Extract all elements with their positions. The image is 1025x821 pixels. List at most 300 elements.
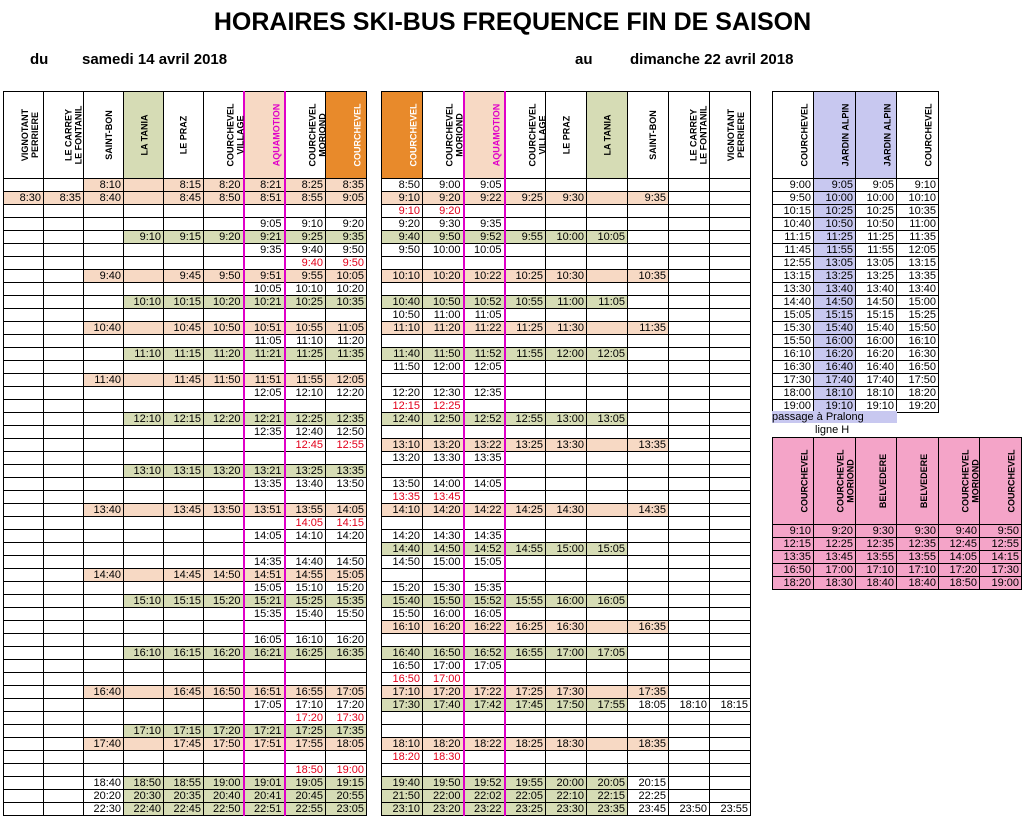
table-row — [382, 803, 751, 816]
end-date: dimanche 22 avril 2018 — [630, 51, 794, 68]
time-cell — [546, 556, 587, 569]
time-cell: 18:40 — [84, 777, 124, 790]
time-cell — [628, 244, 669, 257]
time-cell — [244, 452, 285, 465]
time-cell — [587, 205, 628, 218]
time-cell — [4, 712, 44, 725]
table-row — [773, 244, 939, 257]
time-cell — [628, 426, 669, 439]
time-cell: 15:52 — [464, 595, 505, 608]
time-cell: 18:50 — [124, 777, 164, 790]
time-cell — [587, 465, 628, 478]
column-header-label: SAINT-BON — [647, 110, 658, 160]
table-row — [382, 582, 751, 595]
time-cell — [628, 530, 669, 543]
time-cell: 11:20 — [423, 322, 464, 335]
time-cell — [44, 465, 84, 478]
table-row — [382, 400, 751, 413]
time-cell — [423, 725, 464, 738]
time-cell — [164, 491, 204, 504]
time-cell: 20:45 — [285, 790, 326, 803]
time-cell — [710, 296, 751, 309]
time-cell — [124, 621, 164, 634]
time-cell — [669, 673, 710, 686]
time-cell — [587, 192, 628, 205]
table-row — [382, 439, 751, 452]
table-row — [382, 790, 751, 803]
time-cell: 12:45 — [939, 538, 980, 551]
time-cell — [464, 257, 505, 270]
time-cell: 9:20 — [423, 192, 464, 205]
column-header-label: VIGNOTANT PERRIERE — [726, 108, 747, 162]
time-cell: 14:00 — [423, 478, 464, 491]
time-cell: 16:50 — [773, 564, 814, 577]
table-row — [4, 517, 367, 530]
time-cell: 21:50 — [382, 790, 423, 803]
time-cell — [84, 725, 124, 738]
time-cell: 12:35 — [856, 538, 897, 551]
time-cell: 10:50 — [382, 309, 423, 322]
note-passage: passage à Pralong — [772, 411, 897, 423]
time-cell — [4, 413, 44, 426]
time-cell — [124, 530, 164, 543]
table-row — [382, 179, 751, 192]
time-cell: 16:50 — [382, 660, 423, 673]
column-header — [814, 92, 856, 179]
table-row — [4, 660, 367, 673]
time-cell: 12:05 — [244, 387, 285, 400]
time-cell: 18:50 — [939, 577, 980, 590]
time-cell — [124, 686, 164, 699]
table-row — [4, 218, 367, 231]
time-cell — [44, 374, 84, 387]
time-cell — [587, 179, 628, 192]
time-cell — [628, 205, 669, 218]
time-cell: 16:51 — [244, 686, 285, 699]
time-cell: 18:05 — [326, 738, 367, 751]
column-header-label: COURCHEVEL — [799, 103, 810, 167]
time-cell: 12:55 — [773, 257, 814, 270]
time-cell — [4, 348, 44, 361]
time-cell: 14:55 — [285, 569, 326, 582]
time-cell: 13:15 — [164, 465, 204, 478]
time-cell — [244, 257, 285, 270]
time-cell: 16:10 — [897, 335, 939, 348]
time-cell — [244, 439, 285, 452]
time-cell — [382, 257, 423, 270]
time-cell — [124, 712, 164, 725]
time-cell: 8:40 — [84, 192, 124, 205]
time-cell — [4, 491, 44, 504]
time-cell — [4, 569, 44, 582]
time-cell — [546, 244, 587, 257]
time-cell — [44, 296, 84, 309]
time-cell: 15:20 — [204, 595, 244, 608]
time-cell — [628, 673, 669, 686]
table-row — [4, 699, 367, 712]
time-cell — [326, 309, 367, 322]
table-row — [4, 569, 367, 582]
time-cell — [546, 751, 587, 764]
time-cell: 11:10 — [124, 348, 164, 361]
time-cell: 15:40 — [382, 595, 423, 608]
time-cell — [546, 673, 587, 686]
time-cell — [285, 361, 326, 374]
time-cell — [4, 699, 44, 712]
time-cell — [505, 374, 546, 387]
time-cell: 18:30 — [546, 738, 587, 751]
time-cell: 19:40 — [382, 777, 423, 790]
time-cell — [382, 569, 423, 582]
time-cell — [244, 764, 285, 777]
time-cell — [587, 244, 628, 257]
column-header — [244, 92, 285, 179]
time-cell — [44, 543, 84, 556]
time-cell: 11:50 — [204, 374, 244, 387]
time-cell — [669, 413, 710, 426]
time-cell: 13:10 — [124, 465, 164, 478]
time-cell — [669, 179, 710, 192]
time-cell: 9:50 — [423, 231, 464, 244]
time-cell: 22:40 — [124, 803, 164, 816]
table-row — [382, 296, 751, 309]
time-cell: 11:25 — [505, 322, 546, 335]
time-cell — [164, 712, 204, 725]
time-cell: 15:50 — [423, 595, 464, 608]
time-cell — [124, 491, 164, 504]
time-cell: 19:20 — [897, 400, 939, 413]
time-cell: 13:20 — [382, 452, 423, 465]
time-cell: 18:25 — [505, 738, 546, 751]
time-cell: 19:00 — [204, 777, 244, 790]
table-row — [4, 582, 367, 595]
time-cell: 17:55 — [285, 738, 326, 751]
time-cell — [204, 452, 244, 465]
time-cell — [382, 335, 423, 348]
time-cell — [423, 257, 464, 270]
column-header — [856, 438, 897, 525]
column-header — [587, 92, 628, 179]
time-cell: 12:35 — [244, 426, 285, 439]
table-row — [382, 491, 751, 504]
time-cell — [505, 764, 546, 777]
time-cell — [124, 543, 164, 556]
time-cell — [44, 608, 84, 621]
time-cell — [587, 270, 628, 283]
time-cell — [628, 582, 669, 595]
time-cell — [669, 790, 710, 803]
time-cell: 18:05 — [628, 699, 669, 712]
column-header — [814, 438, 856, 525]
time-cell: 11:35 — [326, 348, 367, 361]
time-cell: 13:35 — [897, 270, 939, 283]
column-header-label: SAINT-BON — [103, 110, 114, 160]
time-cell — [710, 348, 751, 361]
time-cell — [464, 491, 505, 504]
time-cell — [464, 283, 505, 296]
time-cell: 14:40 — [382, 543, 423, 556]
time-cell — [423, 517, 464, 530]
time-cell — [587, 725, 628, 738]
time-cell — [244, 543, 285, 556]
time-cell — [669, 309, 710, 322]
time-cell — [669, 205, 710, 218]
column-header-label: LE PRAZ — [178, 115, 189, 155]
time-cell — [164, 582, 204, 595]
time-cell — [84, 543, 124, 556]
time-cell — [204, 491, 244, 504]
table-row — [382, 283, 751, 296]
time-cell: 9:40 — [84, 270, 124, 283]
time-cell: 16:05 — [464, 608, 505, 621]
time-cell: 17:30 — [546, 686, 587, 699]
time-cell: 13:25 — [505, 439, 546, 452]
time-cell — [204, 621, 244, 634]
time-cell: 18:22 — [464, 738, 505, 751]
time-cell — [124, 452, 164, 465]
time-cell — [628, 660, 669, 673]
time-cell: 16:20 — [856, 348, 897, 361]
time-cell — [505, 426, 546, 439]
table-row — [4, 543, 367, 556]
time-cell — [204, 543, 244, 556]
time-cell: 17:35 — [628, 686, 669, 699]
column-header — [773, 438, 814, 525]
time-cell — [710, 569, 751, 582]
time-cell: 17:20 — [326, 699, 367, 712]
time-cell: 14:35 — [628, 504, 669, 517]
time-cell: 15:50 — [382, 608, 423, 621]
time-cell — [204, 335, 244, 348]
time-cell: 15:35 — [464, 582, 505, 595]
time-cell: 16:25 — [285, 647, 326, 660]
column-header — [204, 92, 244, 179]
time-cell: 9:35 — [326, 231, 367, 244]
time-cell — [124, 192, 164, 205]
time-cell: 9:50 — [382, 244, 423, 257]
time-cell — [124, 426, 164, 439]
time-cell — [628, 543, 669, 556]
time-cell — [44, 387, 84, 400]
time-cell — [44, 764, 84, 777]
column-header-label: COURCHEVEL — [923, 103, 934, 167]
time-cell: 10:10 — [382, 270, 423, 283]
time-cell — [669, 244, 710, 257]
table-row — [4, 725, 367, 738]
time-cell: 15:25 — [897, 309, 939, 322]
table-row — [4, 387, 367, 400]
time-cell — [204, 582, 244, 595]
time-cell: 16:00 — [814, 335, 856, 348]
time-cell — [285, 673, 326, 686]
time-cell — [164, 543, 204, 556]
time-cell — [587, 218, 628, 231]
time-cell — [546, 309, 587, 322]
time-cell: 10:05 — [587, 231, 628, 244]
time-cell — [204, 400, 244, 413]
time-cell: 9:10 — [285, 218, 326, 231]
time-cell — [628, 764, 669, 777]
time-cell — [669, 712, 710, 725]
time-cell — [44, 361, 84, 374]
time-cell: 14:35 — [464, 530, 505, 543]
time-cell — [44, 686, 84, 699]
time-cell — [44, 803, 84, 816]
time-cell — [164, 751, 204, 764]
time-cell: 15:20 — [326, 582, 367, 595]
time-cell — [464, 673, 505, 686]
time-cell: 13:20 — [423, 439, 464, 452]
table-row — [4, 335, 367, 348]
time-cell: 18:10 — [814, 387, 856, 400]
time-cell — [628, 361, 669, 374]
time-cell: 17:20 — [285, 712, 326, 725]
time-cell: 8:45 — [164, 192, 204, 205]
time-cell: 17:21 — [244, 725, 285, 738]
time-cell: 8:35 — [326, 179, 367, 192]
time-cell — [44, 595, 84, 608]
time-cell — [628, 309, 669, 322]
time-cell — [669, 270, 710, 283]
time-cell — [382, 712, 423, 725]
time-cell: 14:05 — [326, 504, 367, 517]
time-cell — [124, 517, 164, 530]
time-cell — [628, 348, 669, 361]
time-cell: 23:10 — [382, 803, 423, 816]
time-cell — [4, 322, 44, 335]
time-cell — [710, 673, 751, 686]
time-cell — [164, 673, 204, 686]
time-cell — [204, 764, 244, 777]
time-cell — [84, 413, 124, 426]
time-cell — [628, 608, 669, 621]
table-row — [382, 543, 751, 556]
time-cell — [84, 608, 124, 621]
time-cell: 13:30 — [773, 283, 814, 296]
time-cell: 19:50 — [423, 777, 464, 790]
time-cell — [587, 673, 628, 686]
time-cell — [710, 595, 751, 608]
time-cell: 15:20 — [382, 582, 423, 595]
time-cell: 9:30 — [423, 218, 464, 231]
time-cell: 16:00 — [423, 608, 464, 621]
time-cell — [44, 660, 84, 673]
time-cell — [423, 764, 464, 777]
table-row — [382, 595, 751, 608]
time-cell — [669, 543, 710, 556]
time-cell — [505, 569, 546, 582]
time-cell: 22:10 — [546, 790, 587, 803]
time-cell: 22:45 — [164, 803, 204, 816]
time-cell — [710, 413, 751, 426]
time-cell — [710, 738, 751, 751]
time-cell — [84, 387, 124, 400]
time-cell — [587, 439, 628, 452]
time-cell — [669, 556, 710, 569]
time-cell — [628, 400, 669, 413]
table-row — [773, 231, 939, 244]
time-cell — [669, 621, 710, 634]
time-cell: 14:25 — [505, 504, 546, 517]
time-cell — [164, 621, 204, 634]
time-cell — [710, 192, 751, 205]
time-cell — [505, 673, 546, 686]
time-cell — [244, 309, 285, 322]
time-cell: 9:21 — [244, 231, 285, 244]
time-cell — [4, 335, 44, 348]
time-cell — [628, 556, 669, 569]
time-cell — [4, 400, 44, 413]
time-cell — [710, 270, 751, 283]
time-cell: 9:35 — [464, 218, 505, 231]
time-cell — [285, 491, 326, 504]
table-row — [382, 660, 751, 673]
table-row — [4, 283, 367, 296]
time-cell: 16:55 — [285, 686, 326, 699]
time-cell — [44, 517, 84, 530]
time-cell — [84, 582, 124, 595]
time-cell — [4, 751, 44, 764]
time-cell: 9:25 — [285, 231, 326, 244]
table-row — [382, 764, 751, 777]
time-cell — [124, 283, 164, 296]
time-cell — [710, 257, 751, 270]
time-cell — [546, 725, 587, 738]
table-row — [773, 387, 939, 400]
time-cell — [164, 218, 204, 231]
time-cell: 11:51 — [244, 374, 285, 387]
time-cell: 17:50 — [546, 699, 587, 712]
time-cell: 15:30 — [773, 322, 814, 335]
time-cell — [4, 647, 44, 660]
time-cell: 11:05 — [326, 322, 367, 335]
time-cell: 9:50 — [326, 257, 367, 270]
table-row — [4, 491, 367, 504]
table-row — [773, 296, 939, 309]
time-cell: 19:52 — [464, 777, 505, 790]
time-cell: 13:35 — [382, 491, 423, 504]
time-cell — [710, 751, 751, 764]
label-du: du — [30, 51, 49, 68]
table-row — [773, 564, 1022, 577]
time-cell — [44, 530, 84, 543]
time-cell — [164, 257, 204, 270]
time-cell — [382, 426, 423, 439]
time-cell: 22:15 — [587, 790, 628, 803]
time-cell: 11:55 — [856, 244, 897, 257]
time-cell — [285, 543, 326, 556]
time-cell — [84, 699, 124, 712]
time-cell: 13:51 — [244, 504, 285, 517]
time-cell: 9:55 — [285, 270, 326, 283]
time-cell — [669, 296, 710, 309]
time-cell: 9:45 — [164, 270, 204, 283]
time-cell — [4, 309, 44, 322]
time-cell: 12:10 — [124, 413, 164, 426]
time-cell: 13:00 — [546, 413, 587, 426]
time-cell: 12:25 — [423, 400, 464, 413]
time-cell: 10:35 — [326, 296, 367, 309]
column-header-label: COURCHEVEL MORIOND — [835, 449, 856, 513]
time-cell — [710, 283, 751, 296]
time-cell: 9:30 — [546, 192, 587, 205]
table-row — [382, 413, 751, 426]
time-cell: 10:00 — [423, 244, 464, 257]
time-cell — [587, 257, 628, 270]
time-cell — [546, 387, 587, 400]
time-cell: 11:50 — [382, 361, 423, 374]
time-cell: 16:10 — [285, 634, 326, 647]
